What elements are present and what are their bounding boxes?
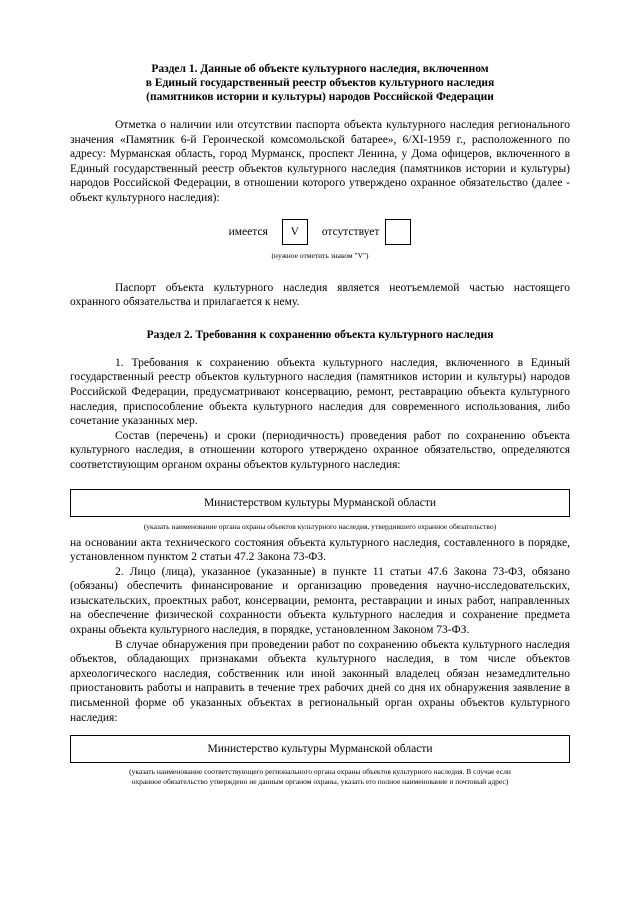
- passport-mark-row: [70, 218, 570, 246]
- section1-heading-line-3: (памятников истории и культуры) народов Российской Федерации: [146, 91, 494, 103]
- authority-field-1: Министерством культуры Мурманской области: [70, 489, 570, 517]
- absent-label: отсутствует: [321, 225, 380, 238]
- section2-paragraph-5: В случае обнаружения при проведении работ по сохранению объекта культурного наследия объектов, обладающих признаками объекта культурного наследия, в том числе объектов археологического наследия, собственник или иной законный владелец обязан незамедлительно приостановить работы и направить в течение трех рабочих дней со дня их обнаружения заявление в письменной форме об указанных объектах в региональный орган охраны объектов культурного наследия:: [70, 638, 570, 724]
- section2-paragraph-3: на основании акта технического состояния объекта культурного наследия, составленного в порядке, установленном пунктом 2 статьи 47.2 Закона 73-ФЗ.: [70, 536, 570, 564]
- section1-heading-line-1: Раздел 1. Данные об объекте культурного наследия, включенном: [151, 63, 489, 75]
- authority-field-2-hint-line-1: (указать наименование соответствующего регионального органа охраны объектов культурного наследия. В случае если: [129, 767, 511, 777]
- present-label: имеется: [228, 225, 268, 238]
- section1-paragraph: Отметка о наличии или отсутствии паспорта объекта культурного наследия регионального значения «Памятник 6-й Героической комсомольской батарее», 6/XI-1959 г., расположенного по адресу: Мурманская область, город Мурманск, проспект Ленина, у Дома офицеров, включенного в Единый государственный реестр объектов культурного наследия (памятников истории и культуры) народов Российской Федерации, в отношении которого утверждено охранное обязательство (далее - объект культурного наследия):: [70, 119, 570, 204]
- section2-paragraph-4: 2. Лицо (лица), указанное (указанные) в пункте 11 статьи 47.6 Закона 73-ФЗ, обязано (обязаны) обеспечить финансирование и организацию проведения научно-исследовательских, изыскательских, проектных работ, консервации, ремонта, реставрации и иных работ, направленных на обеспечение физической сохранности объекта культурного наследия и сохранение предмета охраны объекта культурного наследия, в порядке, установленном Законом 73-ФЗ.: [70, 565, 570, 637]
- section2-heading: Раздел 2. Требования к сохранению объекта культурного наследия: [146, 328, 494, 341]
- authority-field-2-hint: [70, 767, 570, 787]
- section1-heading-line-2: в Единый государственный реестр объектов культурного наследия: [145, 77, 495, 89]
- present-checkbox[interactable]: V: [282, 219, 308, 245]
- authority-field-1-hint: (указать наименование органа охраны объектов культурного наследия, утвердившего охранное обязательство): [143, 521, 497, 531]
- mark-hint: (нужное отметить знаком "V"): [271, 250, 369, 260]
- absent-checkbox[interactable]: [385, 219, 411, 245]
- authority-field-2: Министерство культуры Мурманской области: [70, 735, 570, 763]
- section2-paragraph-2: Состав (перечень) и сроки (периодичность) проведения работ по сохранению объекта культурного наследия, в отношении которого утверждено охранное обязательство, определяются соответствующим органом охраны объектов культурного наследия:: [70, 429, 570, 471]
- section1-heading: [70, 62, 570, 104]
- authority-field-2-hint-line-2: охранное обязательство утверждено не данным органом охраны, указать его полное наименование и почтовый адрес): [131, 777, 509, 787]
- passport-paragraph: Паспорт объекта культурного наследия является неотъемлемой частью настоящего охранного обязательства и прилагается к нему.: [70, 281, 570, 309]
- section2-paragraph-1: 1. Требования к сохранению объекта культурного наследия, включенного в Единый государственный реестр объектов культурного наследия (памятников истории и культуры) народов Российской Федерации, предусматривают консервацию, ремонт, реставрацию объекта культурного наследия, приспособление объекта культурного наследия для современного использования, либо сочетание указанных мер.: [70, 356, 570, 428]
- document-content: [70, 62, 570, 787]
